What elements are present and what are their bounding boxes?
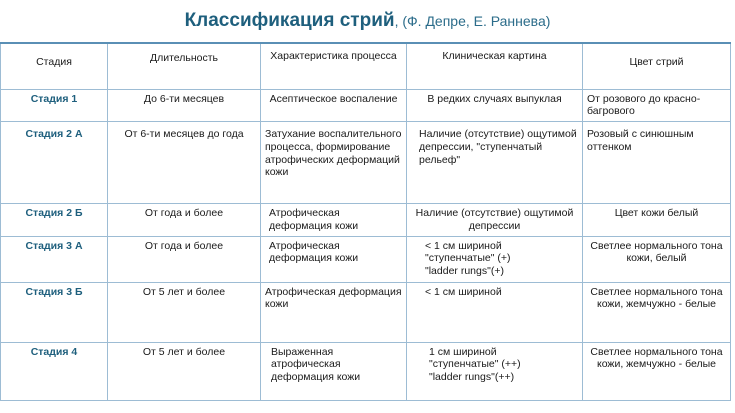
title-main: Классификация стрий <box>184 10 395 31</box>
duration-cell: До 6-ти месяцев <box>108 89 261 122</box>
color-cell: Светлее нормального тона кожи, белый <box>583 236 731 282</box>
clinical-cell: Наличие (отсутствие) ощутимой депрессии <box>407 204 583 237</box>
process-cell: Затухание воспалительного процесса, формирование атрофических деформаций кожи <box>261 122 407 204</box>
color-cell: Цвет кожи белый <box>583 204 731 237</box>
clinical-cell: В редких случаях выпуклая <box>407 89 583 122</box>
process-cell: Атрофическая деформация кожи <box>261 236 407 282</box>
table-row <box>1 342 731 400</box>
process-cell: Атрофическая деформация кожи <box>261 204 407 237</box>
table-row <box>1 236 731 282</box>
header-clinical: Клиническая картина <box>407 43 583 89</box>
header-stage: Стадия <box>1 43 108 89</box>
page-title <box>0 10 735 32</box>
stage-cell: Стадия 1 <box>1 89 108 122</box>
table-row <box>1 122 731 204</box>
clinical-cell: < 1 см шириной "ступенчатые" (+) "ladder rungs"(+) <box>407 236 583 282</box>
process-cell: Асептическое воспаление <box>261 89 407 122</box>
title-authors: , (Ф. Депре, Е. Раннева) <box>394 13 551 29</box>
header-duration: Длительность <box>108 43 261 89</box>
process-cell: Выраженная атрофическая деформация кожи <box>261 342 407 400</box>
stage-cell: Стадия 2 Б <box>1 204 108 237</box>
header-color: Цвет стрий <box>583 43 731 89</box>
clinical-cell: 1 см шириной "ступенчатые" (++) "ladder rungs"(++) <box>407 342 583 400</box>
table-row <box>1 89 731 122</box>
stage-cell: Стадия 4 <box>1 342 108 400</box>
duration-cell: От 5 лет и более <box>108 342 261 400</box>
color-cell: От розового до красно-багрового <box>583 89 731 122</box>
stage-cell: Стадия 2 А <box>1 122 108 204</box>
clinical-cell: < 1 см шириной <box>407 282 583 342</box>
process-cell: Атрофическая деформация кожи <box>261 282 407 342</box>
duration-cell: От года и более <box>108 236 261 282</box>
header-process: Характеристика процесса <box>261 43 407 89</box>
color-cell: Светлее нормального тона кожи, жемчужно - белые <box>583 282 731 342</box>
color-cell: Розовый с синюшным оттенком <box>583 122 731 204</box>
stage-cell: Стадия 3 А <box>1 236 108 282</box>
duration-cell: От года и более <box>108 204 261 237</box>
table-row <box>1 282 731 342</box>
classification-table <box>0 42 731 401</box>
duration-cell: От 6-ти месяцев до года <box>108 122 261 204</box>
table-header-row <box>1 43 731 89</box>
clinical-cell: Наличие (отсутствие) ощутимой депрессии, "ступенчатый рельеф" <box>407 122 583 204</box>
duration-cell: От 5 лет и более <box>108 282 261 342</box>
stage-cell: Стадия 3 Б <box>1 282 108 342</box>
table-row <box>1 204 731 237</box>
color-cell: Светлее нормального тона кожи, жемчужно - белые <box>583 342 731 400</box>
